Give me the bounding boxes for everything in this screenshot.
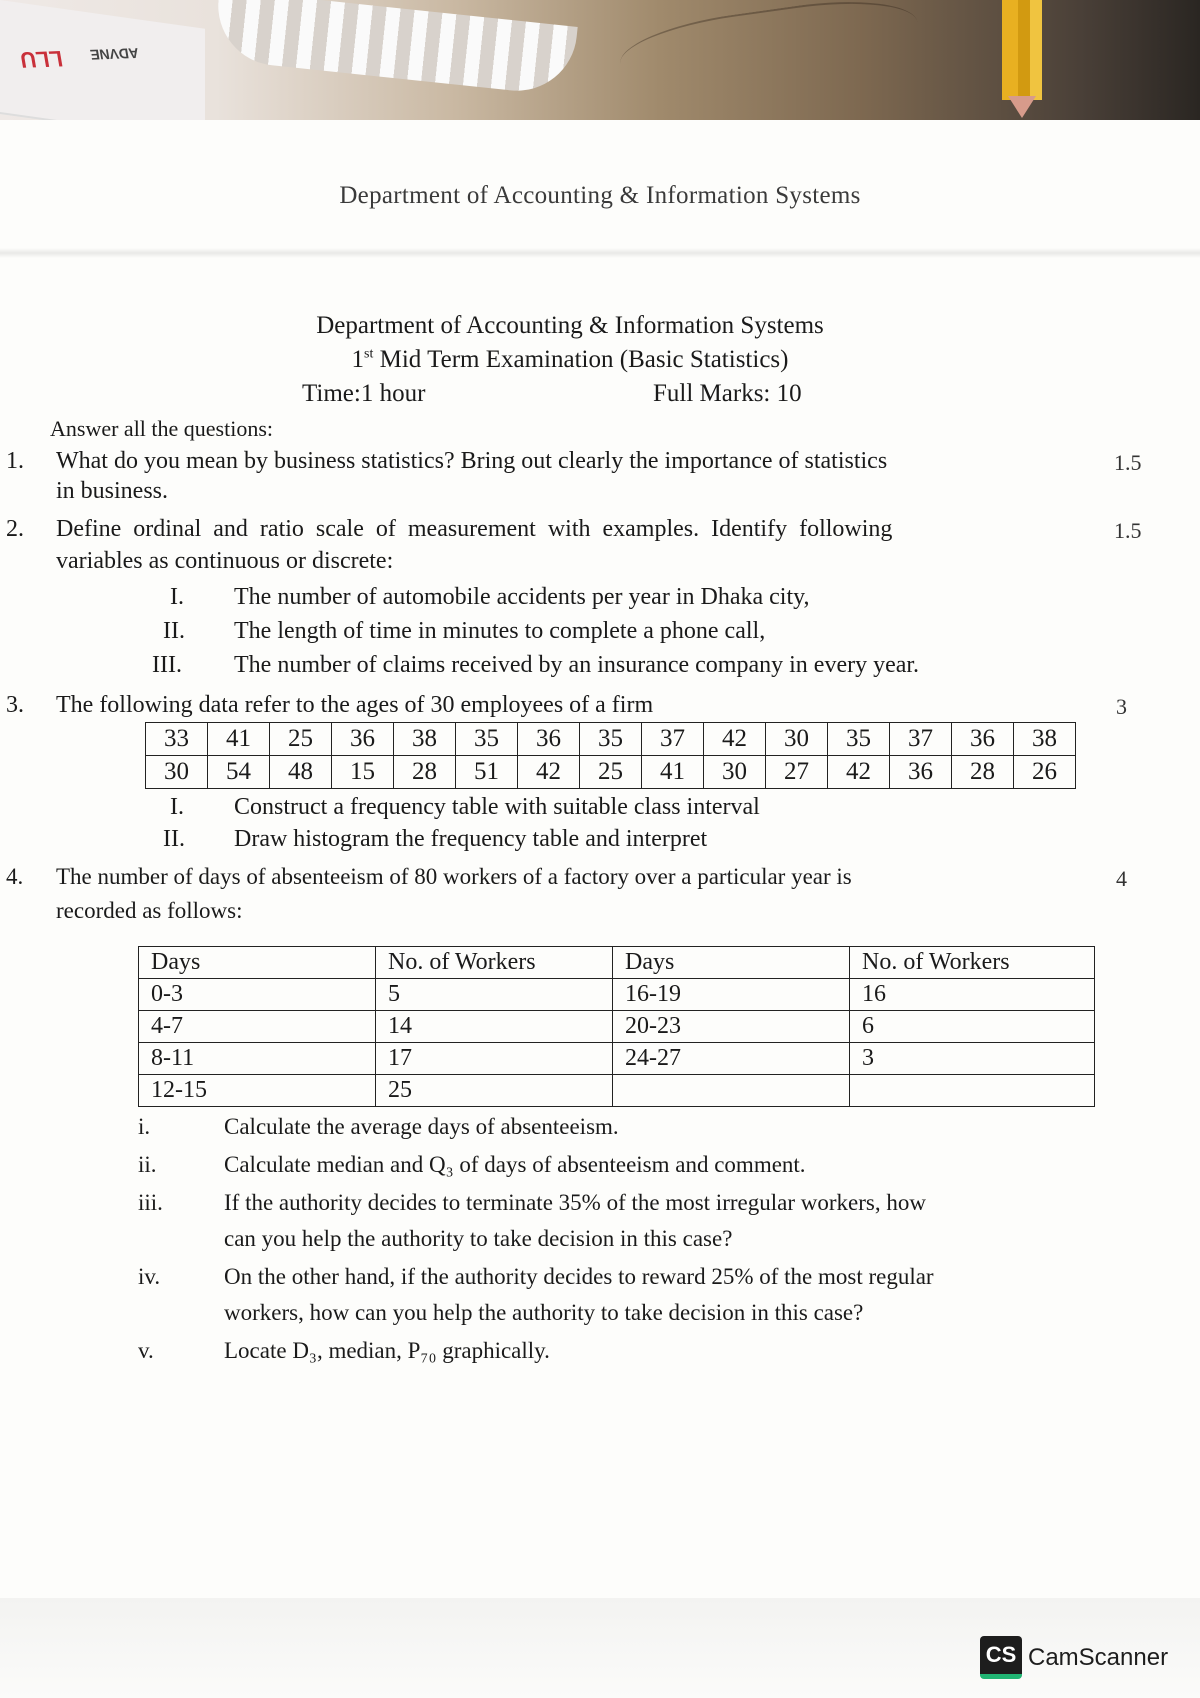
table-cell: 28 bbox=[952, 756, 1014, 789]
question-number: 1. bbox=[6, 448, 24, 474]
table-cell: 26 bbox=[1014, 756, 1076, 789]
table-cell: 48 bbox=[270, 756, 332, 789]
table-cell: 51 bbox=[456, 756, 518, 789]
question-marks: 4 bbox=[1116, 866, 1127, 891]
table-cell: 42 bbox=[518, 756, 580, 789]
column-header: Days bbox=[139, 947, 376, 979]
table-cell: 8-11 bbox=[139, 1043, 376, 1075]
table-cell: 14 bbox=[376, 1011, 613, 1043]
table-cell: 0-3 bbox=[139, 979, 376, 1011]
table-row bbox=[139, 1011, 1095, 1043]
question-number: 3. bbox=[6, 692, 24, 718]
table-cell: 17 bbox=[376, 1043, 613, 1075]
table-cell: 5 bbox=[376, 979, 613, 1011]
table-row bbox=[146, 723, 1076, 756]
table-cell: 36 bbox=[518, 723, 580, 756]
paper-fold-line bbox=[0, 248, 1200, 258]
table-cell: 54 bbox=[208, 756, 270, 789]
question-text-line2: in business. bbox=[56, 478, 169, 504]
department-title: Department of Accounting & Information Systems bbox=[316, 312, 824, 339]
camscanner-watermark bbox=[980, 1636, 1168, 1679]
table-cell: 33 bbox=[146, 723, 208, 756]
table-cell: 16 bbox=[850, 979, 1095, 1011]
table-cell: 6 bbox=[850, 1011, 1095, 1043]
question-text-line1: Define ordinal and ratio scale of measurement with examples. Identify following bbox=[56, 516, 893, 542]
item-text: The number of automobile accidents per year in Dhaka city, bbox=[234, 584, 810, 610]
faint-header-text: Department of Accounting & Information Systems bbox=[339, 182, 861, 209]
table-cell bbox=[613, 1075, 850, 1107]
table-row bbox=[146, 756, 1076, 789]
exam-full-marks: Full Marks: 10 bbox=[653, 380, 802, 407]
table-cell: 25 bbox=[376, 1075, 613, 1107]
table-cell: 15 bbox=[332, 756, 394, 789]
photo-background-strip bbox=[0, 0, 1200, 120]
item-text: Construct a frequency table with suitable class interval bbox=[234, 794, 760, 820]
ages-data-table bbox=[145, 722, 1076, 789]
table-cell: 16-19 bbox=[613, 979, 850, 1011]
table-cell: 37 bbox=[642, 723, 704, 756]
question-2 bbox=[6, 514, 1196, 578]
table-cell: 28 bbox=[394, 756, 456, 789]
item-label: v. bbox=[138, 1338, 154, 1363]
table-cell: 20-23 bbox=[613, 1011, 850, 1043]
item-label: iv. bbox=[138, 1264, 161, 1289]
table-cell: 35 bbox=[456, 723, 518, 756]
item-label: I. bbox=[170, 794, 184, 820]
absenteeism-table bbox=[138, 946, 1095, 1107]
table-cell: 36 bbox=[332, 723, 394, 756]
item-label: iii. bbox=[138, 1190, 163, 1215]
table-cell: 27 bbox=[766, 756, 828, 789]
camscanner-label: CamScanner bbox=[1028, 1643, 1169, 1671]
table-cell: 36 bbox=[952, 723, 1014, 756]
table-cell: 35 bbox=[828, 723, 890, 756]
item-label: II. bbox=[163, 618, 185, 644]
exam-ordinal-suffix: st bbox=[364, 346, 374, 362]
question-text-line1: The following data refer to the ages of 30 employees of a firm bbox=[56, 692, 654, 718]
table-cell: 30 bbox=[704, 756, 766, 789]
table-cell: 35 bbox=[580, 723, 642, 756]
item-label: i. bbox=[138, 1114, 151, 1139]
table-cell: 41 bbox=[208, 723, 270, 756]
instructions: Answer all the questions: bbox=[50, 416, 274, 441]
table-cell: 38 bbox=[394, 723, 456, 756]
question-marks: 3 bbox=[1116, 694, 1127, 719]
table-cell: 3 bbox=[850, 1043, 1095, 1075]
table-cell: 42 bbox=[828, 756, 890, 789]
table-cell: 41 bbox=[642, 756, 704, 789]
item-text-line2: workers, how can you help the authority to take decision in this case? bbox=[224, 1300, 864, 1325]
table-cell: 37 bbox=[890, 723, 952, 756]
exam-name-text: Mid Term Examination (Basic Statistics) bbox=[373, 346, 789, 373]
table-row bbox=[139, 1075, 1095, 1107]
question-text-line2: variables as continuous or discrete: bbox=[56, 548, 394, 574]
handwriting-image bbox=[616, 0, 924, 112]
question-text-line2: recorded as follows: bbox=[56, 898, 243, 923]
exam-time: Time:1 hour bbox=[302, 380, 426, 407]
question-marks: 1.5 bbox=[1114, 518, 1142, 543]
table-row bbox=[139, 979, 1095, 1011]
item-label: II. bbox=[163, 826, 185, 852]
question-marks: 1.5 bbox=[1114, 450, 1142, 475]
column-header: No. of Workers bbox=[376, 947, 613, 979]
item-label: I. bbox=[170, 584, 184, 610]
item-text: On the other hand, if the authority decides to reward 25% of the most regular bbox=[224, 1264, 934, 1289]
item-text: Calculate the average days of absenteeism. bbox=[224, 1114, 619, 1139]
column-header: No. of Workers bbox=[850, 947, 1095, 979]
item-label: ii. bbox=[138, 1152, 157, 1177]
item-label: III. bbox=[152, 652, 182, 678]
question-3 bbox=[6, 690, 1196, 722]
table-cell bbox=[850, 1075, 1095, 1107]
question-1 bbox=[6, 446, 1196, 510]
question-number: 4. bbox=[6, 864, 24, 889]
table-cell: 30 bbox=[766, 723, 828, 756]
table-cell: 42 bbox=[704, 723, 766, 756]
item-text: Locate D₃, median, P₇₀ graphically. bbox=[224, 1338, 550, 1363]
question-text-line1: The number of days of absenteeism of 80 workers of a factory over a particular year is bbox=[56, 864, 852, 889]
pencil-tip-image bbox=[1008, 96, 1036, 118]
pencil-image bbox=[1002, 0, 1042, 100]
table-cell: 30 bbox=[146, 756, 208, 789]
exam-ordinal: 1 bbox=[351, 346, 365, 373]
table-cell: 38 bbox=[1014, 723, 1076, 756]
table-cell: 25 bbox=[270, 723, 332, 756]
table-cell: 24-27 bbox=[613, 1043, 850, 1075]
question-number: 2. bbox=[6, 516, 24, 542]
spiral-binding-image bbox=[212, 0, 577, 97]
question-text-line1: What do you mean by business statistics? Bring out clearly the importance of statistics bbox=[56, 448, 888, 474]
item-text-line2: can you help the authority to take decision in this case? bbox=[224, 1226, 733, 1251]
item-text: The number of claims received by an insurance company in every year. bbox=[234, 652, 920, 678]
camscanner-logo-icon: CS bbox=[980, 1636, 1022, 1679]
table-cell: 12-15 bbox=[139, 1075, 376, 1107]
table-header-row bbox=[139, 947, 1095, 979]
exam-name bbox=[0, 346, 1170, 374]
table-cell: 36 bbox=[890, 756, 952, 789]
question-4 bbox=[6, 862, 1196, 926]
item-text: The length of time in minutes to complete a phone call, bbox=[234, 618, 766, 644]
background-card-image: LLU ADVNE bbox=[0, 0, 205, 120]
column-header: Days bbox=[613, 947, 850, 979]
item-text: Draw histogram the frequency table and interpret bbox=[234, 826, 708, 852]
item-text: Calculate median and Q₃ of days of absenteeism and comment. bbox=[224, 1152, 806, 1177]
table-cell: 25 bbox=[580, 756, 642, 789]
item-text: If the authority decides to terminate 35% of the most irregular workers, how bbox=[224, 1190, 926, 1215]
table-cell: 4-7 bbox=[139, 1011, 376, 1043]
table-row bbox=[139, 1043, 1095, 1075]
